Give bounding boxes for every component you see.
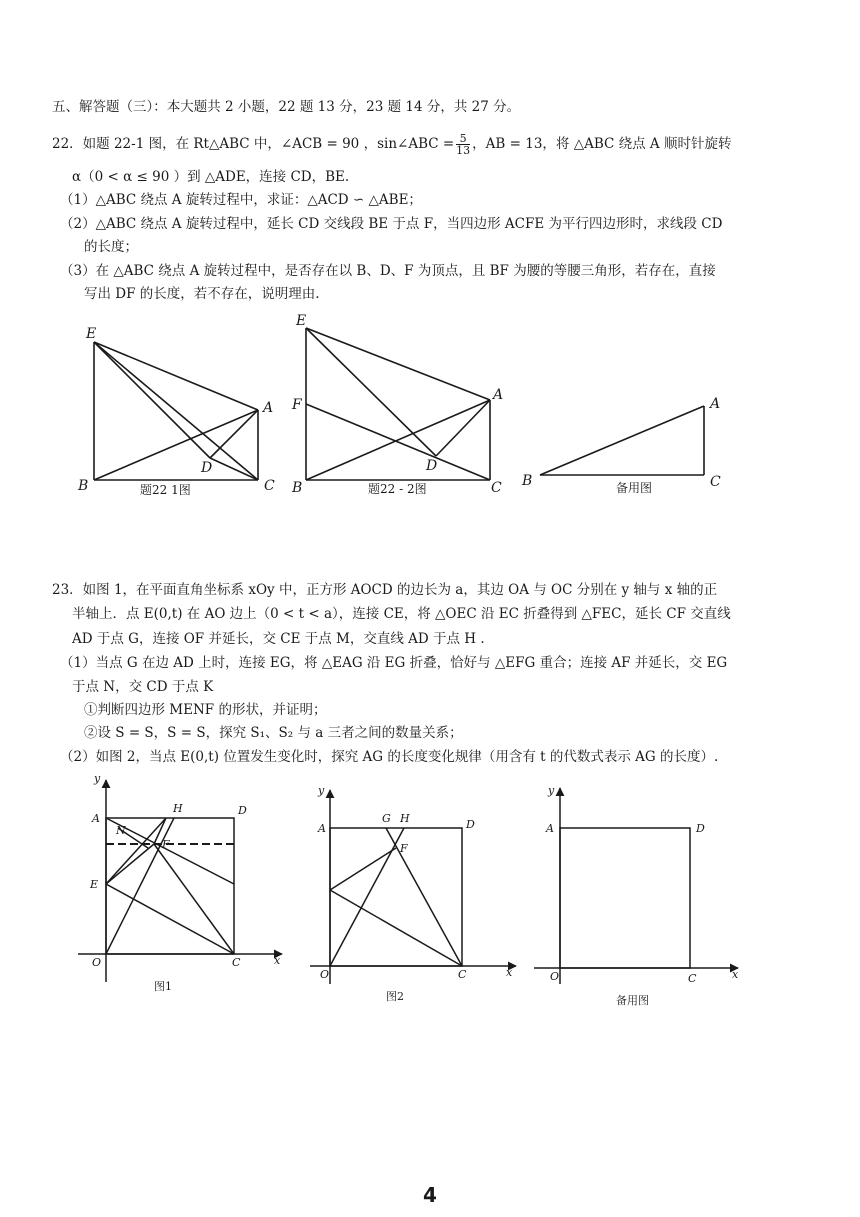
q22-part1: （1）△ABC 绕点 A 旋转过程中，求证：△ACD ∽ △ABE； [60,192,422,208]
fig2-label-O: O [320,968,330,981]
fig1-label-y: y [94,772,101,785]
fig3-label-D: D [696,822,705,835]
fig2-label-x: x [506,966,513,979]
q22-line1-suffix: ，AB = 13，将 △ABC 绕点 A 顺时针旋转 [472,136,732,152]
q23-part1-line1: （1）当点 G 在边 AD 上时，连接 EG，将 △EAG 沿 EG 折叠，恰好与 △EFG 重合；连接 AF 并延长，交 EG [60,655,728,671]
fig1-caption: 题22 1图 [140,483,191,497]
fig2-caption: 题22 - 2图 [368,482,427,496]
fig1-line-EC [106,884,234,954]
fig1-label-F: F [162,838,170,851]
page-number: 4 [423,1183,437,1207]
fig3-label-A: A [710,396,721,412]
q22-line2: α（0 < α ≤ 90 ）到 △ADE，连接 CD，BE. [72,169,350,185]
section-header: 五、解答题（三）：本大题共 2 小题，22 题 13 分，23 题 14 分，共 27 分。 [52,99,521,115]
fig2-label-A: A [493,387,504,403]
q23-part1-line2: 于点 N，交 CD 于点 K [72,679,214,695]
fig1-label-C: C [264,478,275,494]
q22-fraction-denominator: 13 [456,144,471,157]
fig3-label-A: A [546,822,554,835]
fig2-label-A: A [318,822,326,835]
q22-part3-line2: 写出 DF 的长度，若不存在，说明理由. [84,286,320,302]
fig1-caption: 图1 [154,980,172,993]
q22-figure-1 [70,318,290,508]
fig2-label-E: E [296,313,307,329]
fig3-label-C: C [710,474,721,490]
fig1-label-H: H [173,802,183,815]
q23-figure-2 [306,784,526,1006]
fig1-label-x: x [274,954,281,967]
fig3-label-O: O [550,970,560,983]
fig1-edge-EC [94,342,258,480]
fig1-line-FC [154,844,234,954]
fig2-edge-EA [306,328,490,400]
fig1-edge-EA [94,342,258,410]
q22-figure-2 [286,310,516,508]
fig2-caption: 图2 [386,990,404,1003]
fig2-label-C: C [491,480,502,496]
fig1-square-AOCD [106,818,234,954]
q22-line1-prefix: 22．如题 22-1 图，在 Rt△ABC 中，∠ACB = 90 ，sin∠ABC = [52,136,455,152]
fig2-label-G: G [382,812,391,825]
q23-line2: 半轴上．点 E(0,t) 在 AO 边上（0 < t < a），连接 CE，将 △OEC 沿 EC 折叠得到 △FEC，延长 CF 交直线 [72,606,731,622]
fig1-label-O: O [92,956,102,969]
q22-figure-3 [510,380,740,500]
q22-line1 [52,133,731,156]
fig2-edge-ED [306,328,436,456]
q23-line3: AD 于点 G，连接 OF 并延长，交 CE 于点 M，交直线 AD 于点 H . [72,631,485,647]
fig2-edge-DA [436,400,490,456]
fig2-label-D: D [466,818,475,831]
q23-line1: 23．如图 1，在平面直角坐标系 xOy 中，正方形 AOCD 的边长为 a，其边 OA 与 OC 分别在 y 轴与 x 轴的正 [52,582,718,598]
fig2-label-D: D [426,458,438,474]
fig1-edge-DA [210,410,258,458]
q23-figure-3 [532,784,752,1010]
fig1-label-D: D [238,804,247,817]
q22-part2-line2: 的长度； [84,239,138,255]
fig2-label-y: y [318,784,325,797]
q22-part3-line1: （3）在 △ABC 绕点 A 旋转过程中，是否存在以 B、D、F 为顶点，且 BF 为腰的等腰三角形，若存在，直接 [60,263,716,279]
fig2-label-B: B [292,480,303,496]
fig2-label-H: H [400,812,410,825]
q23-figure-1 [70,772,290,1002]
q22-fraction [456,133,470,156]
fig3-square-AOCD [560,828,690,968]
fig1-label-C: C [232,956,241,969]
fig2-label-F: F [292,397,302,413]
q23-sub1: ①判断四边形 MENF 的形状，并证明； [84,702,327,718]
fig3-caption: 备用图 [616,481,653,495]
fig1-label-D: D [201,460,213,476]
fig1-line-EF [106,844,154,884]
fig1-label-E: E [90,878,99,891]
fig3-caption: 备用图 [616,994,649,1007]
fig3-label-C: C [688,972,697,985]
fig2-line-GC [386,828,462,966]
fig1-edge-DC [210,458,258,480]
fig1-label-A: A [92,812,100,825]
fig3-label-x: x [732,968,739,981]
fig1-edge-ED [94,342,210,458]
fig3-label-y: y [548,784,555,797]
q23-part2: （2）如图 2，当点 E(0,t) 位置发生变化时，探究 AG 的长度变化规律（用含有 t 的代数式表示 AG 的长度）. [60,749,719,765]
q23-sub2: ②设 S = S，S = S，探究 S₁、S₂ 与 a 三者之间的数量关系； [84,725,463,741]
fig3-label-B: B [522,473,533,489]
fig1-label-A: A [263,400,274,416]
fig1-label-N: N [116,824,126,837]
fig2-label-F: F [400,842,408,855]
fig2-line-EF [330,848,396,890]
fig2-label-C: C [458,968,467,981]
q22-part2-line1: （2）△ABC 绕点 A 旋转过程中，延长 CD 交线段 BE 于点 F，当四边形 ACFE 为平行四边形时，求线段 CD [60,216,723,232]
fig1-label-E: E [86,326,97,342]
q22-fraction-numerator: 5 [456,133,470,145]
fig3-edge-BA [540,406,704,475]
fig1-label-B: B [78,478,89,494]
